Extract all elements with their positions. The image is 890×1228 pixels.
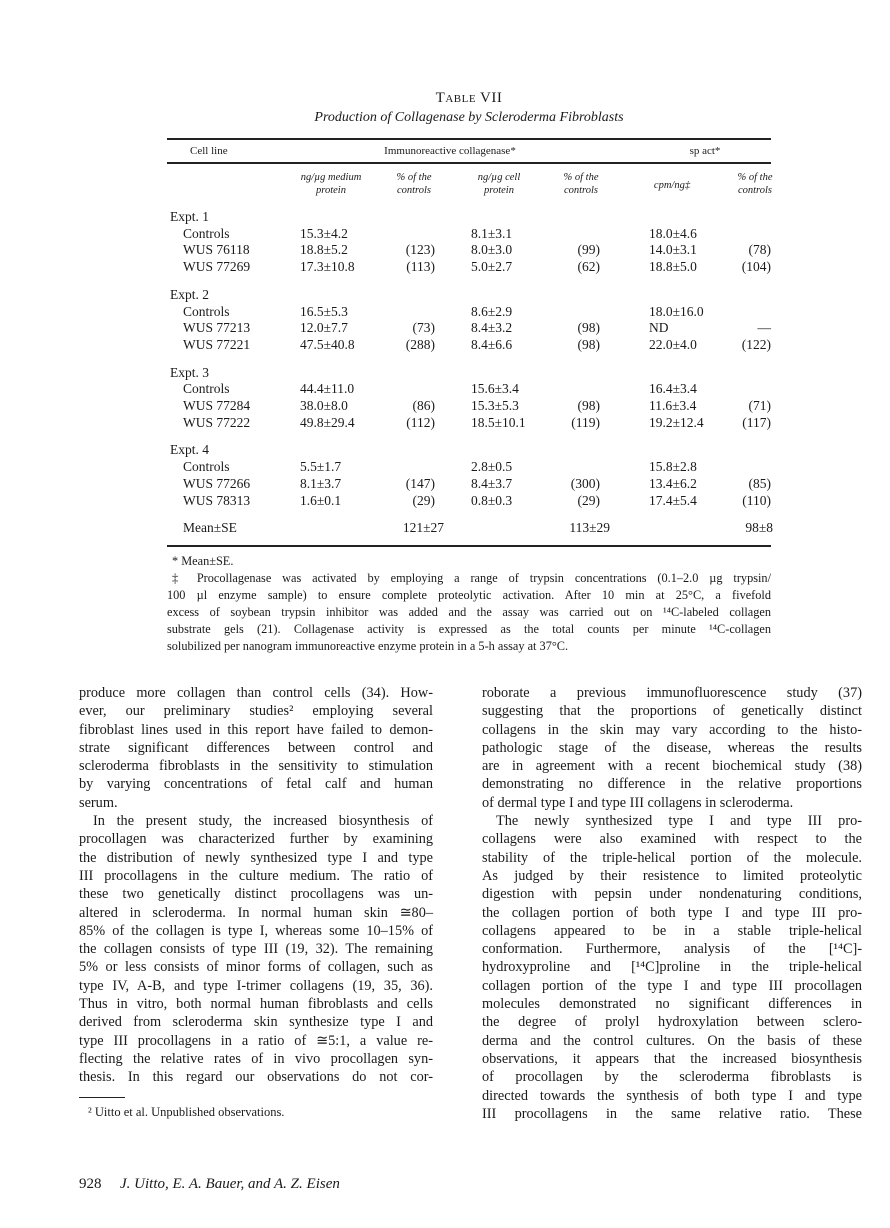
experiment-label: Expt. 4 <box>170 442 209 458</box>
text-line: serum. <box>79 794 118 811</box>
medium-protein: 12.0±7.7 <box>300 320 348 336</box>
sp-act-cpm: 13.4±6.2 <box>649 475 697 491</box>
text-line: III procollagens in the same relative ratio. These <box>482 1105 862 1122</box>
text-line: the degree of prolyl hydroxylation between sclero- <box>482 1014 862 1031</box>
cell-pct-controls: (98) <box>577 398 600 413</box>
text-line: collagens appeared to be in a stable triple-helical <box>482 922 862 939</box>
sp-act-pct-controls: (78) <box>748 242 771 258</box>
table-top-rule <box>167 138 771 140</box>
medium-pct-controls: (29) <box>412 492 435 508</box>
body-right-column <box>482 684 862 1123</box>
column-subheader <box>654 179 690 192</box>
mean-sp-pct: 98±8 <box>745 520 773 535</box>
header-cell-line: Cell line <box>190 145 228 157</box>
text-line: The newly synthesized type I and type III pro- <box>496 813 862 830</box>
medium-protein: 38.0±8.0 <box>300 398 348 413</box>
cell-pct-controls: (62) <box>577 259 600 275</box>
medium-pct-controls: (147) <box>405 475 435 491</box>
text-line: are in agreement with a recent biochemical study (38) <box>482 758 862 775</box>
text-line: observations, it appears that the increased biosynthesis <box>482 1050 862 1067</box>
sp-act-cpm: 18.0±4.6 <box>649 225 697 241</box>
text-line: Thus in vitro, both normal human fibroblasts and cells <box>79 996 433 1013</box>
column-subheader <box>397 171 432 197</box>
paragraph <box>482 684 862 812</box>
sp-act-pct-controls: (117) <box>742 414 771 430</box>
subheader-line: % of the <box>563 172 599 183</box>
text-line: produce more collagen than control cells (34). How- <box>79 685 433 701</box>
text-line: by varying concentrations of fetal calf and human <box>79 776 433 793</box>
text-line: the collagen portion of both type I and type III pro- <box>482 904 862 921</box>
sp-act-cpm: 16.4±3.4 <box>649 381 697 397</box>
text-line: 85% of the collagen is type I, whereas some 10–15% of <box>79 922 433 939</box>
cell-line: WUS 76118 <box>183 242 250 258</box>
text-line: roborate a previous immunofluorescence study (37) <box>482 685 862 701</box>
text-line: thesis. In this regard our observations do not cor- <box>79 1069 433 1086</box>
column-subheader <box>478 171 521 197</box>
text-line: procollagen was characterized further by examining <box>79 831 433 848</box>
text-line: digestion with pepsin under nondenaturing conditions, <box>482 886 862 903</box>
sp-act-cpm: 15.8±2.8 <box>649 459 697 475</box>
text-line: the collagen consists of type III (19, 32). The remaining <box>79 941 433 958</box>
text-line: of procollagen by the scleroderma fibroblasts is <box>482 1069 862 1086</box>
subheader-line: controls <box>737 185 773 196</box>
cell-line: WUS 77269 <box>183 259 251 275</box>
page-number: 928 <box>79 1176 102 1192</box>
text-line: type IV, A-B, and type I-trimer collagens (19, 35, 36). <box>79 977 433 994</box>
cell-protein: 8.1±3.1 <box>471 225 513 241</box>
text-line: derived from scleroderma skin synthesize type I and <box>79 1014 433 1031</box>
text-line: hydroxyproline and [¹⁴C]proline in the triple-helical <box>482 959 862 976</box>
text-line: type III procollagens in a ratio of ≅5:1, a value re- <box>79 1032 433 1049</box>
cell-protein: 8.4±6.6 <box>471 336 513 352</box>
column-subheader <box>564 171 599 197</box>
text-line: fibroblast lines used in this report have failed to demon- <box>79 721 433 738</box>
sp-act-pct-controls: — <box>757 320 771 336</box>
cell-pct-controls: (29) <box>577 492 600 508</box>
page-footnote: ² Uitto et al. Unpublished observations. <box>88 1105 285 1119</box>
cell-line: WUS 77221 <box>183 336 251 352</box>
experiment-label: Expt. 3 <box>170 364 209 380</box>
sp-act-pct-controls: (104) <box>741 259 771 275</box>
medium-protein: 44.4±11.0 <box>300 381 355 397</box>
sp-act-cpm: 22.0±4.0 <box>649 336 697 352</box>
paragraph <box>79 812 433 1086</box>
medium-pct-controls: (86) <box>412 398 435 413</box>
sp-act-pct-controls: (122) <box>741 336 771 352</box>
text-line: conformation. Furthermore, analysis of the [¹⁴C]- <box>482 941 862 958</box>
table-footnote-line: solubilized per nanogram immunoreactive enzyme protein in a 5-h assay at 37°C. <box>167 639 569 653</box>
cell-line: Controls <box>183 225 230 241</box>
experiment-label: Expt. 1 <box>170 209 209 224</box>
sp-act-cpm: 18.8±5.0 <box>649 259 697 275</box>
cell-protein: 8.4±3.7 <box>471 475 513 491</box>
text-line: strate significant differences between control and <box>79 739 433 756</box>
table-footnote-line: 100 µl enzyme sample) to ensure complete proteolytic activation. After 10 min at 25°C, a fivefold <box>167 588 771 602</box>
medium-protein: 16.5±5.3 <box>300 303 348 319</box>
cell-protein: 0.8±0.3 <box>471 492 513 508</box>
table-footnote-line: substrate gels (21). Collagenase activity is expressed as the total counts per minute ¹⁴C-collagen <box>167 622 771 636</box>
mean-se-label: Mean±SE <box>183 520 237 535</box>
column-subheader <box>738 171 773 197</box>
text-line: the distribution of newly synthesized type I and type <box>79 849 433 866</box>
text-line: III procollagens in the culture medium. The ratio of <box>79 867 433 884</box>
sp-act-cpm: 19.2±12.4 <box>649 414 704 430</box>
medium-pct-controls: (113) <box>406 259 435 275</box>
text-line: collagens in the skin may vary according to the histo- <box>482 721 862 738</box>
text-line: derma and the control cultures. On the basis of these <box>482 1032 862 1049</box>
medium-protein: 8.1±3.7 <box>300 475 342 491</box>
cell-line: WUS 77266 <box>183 475 251 491</box>
paragraph <box>79 684 433 812</box>
text-line: of dermal type I and type III collagens in scleroderma. <box>482 794 794 811</box>
text-line: ever, our preliminary studies² employing several <box>79 703 433 720</box>
medium-protein: 1.6±0.1 <box>300 492 342 508</box>
cell-protein: 2.8±0.5 <box>471 459 513 475</box>
text-line: flecting the relative rates of in vivo procollagen syn- <box>79 1050 433 1067</box>
cell-protein: 18.5±10.1 <box>471 414 526 430</box>
header-immunoreactive-collagenase: Immunoreactive collagenase* <box>384 145 516 157</box>
cell-protein: 8.6±2.9 <box>471 303 513 319</box>
cell-protein: 8.4±3.2 <box>471 320 513 336</box>
sp-act-cpm: 11.6±3.4 <box>649 398 697 413</box>
text-line: 5% or less consists of minor forms of collagen, such as <box>79 959 433 976</box>
cell-line: WUS 78313 <box>183 492 251 508</box>
subheader-line: % of the <box>396 172 432 183</box>
subheader-line: ng/µg cell <box>477 172 521 183</box>
text-line: pathologic stage of the disease, whereas the results <box>482 739 862 756</box>
medium-protein: 18.8±5.2 <box>300 242 348 258</box>
subheader-line: % of the <box>737 172 773 183</box>
medium-protein: 47.5±40.8 <box>300 336 355 352</box>
medium-protein: 17.3±10.8 <box>300 259 355 275</box>
footnote-rule <box>79 1097 125 1098</box>
mean-medium-pct: 121±27 <box>402 520 444 535</box>
text-line: collagens were also examined with respect to the <box>482 831 862 848</box>
cell-line: Controls <box>183 303 230 319</box>
medium-protein: 5.5±1.7 <box>300 459 342 475</box>
table-subtitle: Production of Collagenase by Scleroderma Fibroblasts <box>314 110 624 125</box>
body-left-column <box>79 684 433 1087</box>
sp-act-pct-controls: (85) <box>748 475 771 491</box>
cell-protein: 15.6±3.4 <box>471 381 519 397</box>
sp-act-cpm: ND <box>649 320 669 336</box>
subheader-line: ng/µg medium <box>300 172 362 183</box>
text-line: these two genetically distinct procollagens was un- <box>79 886 433 903</box>
text-line: suggesting that the proportions of genetically distinct <box>482 703 862 720</box>
text-line: molecules demonstrated no significant differences in <box>482 996 862 1013</box>
cell-protein: 5.0±2.7 <box>471 259 513 275</box>
medium-pct-controls: (288) <box>405 336 435 352</box>
subheader-line: protein <box>484 185 514 196</box>
subheader-line: controls <box>563 185 599 196</box>
cell-line: WUS 77222 <box>183 414 251 430</box>
text-line: In the present study, the increased biosynthesis of <box>93 813 433 830</box>
subheader-line: protein <box>316 185 346 196</box>
cell-line: Controls <box>183 459 230 475</box>
paragraph <box>482 812 862 1123</box>
table-title: Table VII <box>435 90 503 106</box>
medium-protein: 49.8±29.4 <box>300 414 355 430</box>
cell-pct-controls: (119) <box>571 414 600 430</box>
medium-pct-controls: (112) <box>406 414 435 430</box>
mean-cell-pct: 113±29 <box>569 520 610 535</box>
column-subheader <box>301 171 362 197</box>
text-line: stability of the triple-helical portion of the molecule. <box>482 849 862 866</box>
cell-line: Controls <box>183 381 230 397</box>
sp-act-cpm: 18.0±16.0 <box>649 303 704 319</box>
cell-protein: 8.0±3.0 <box>471 242 513 258</box>
cell-pct-controls: (99) <box>577 242 600 258</box>
medium-pct-controls: (73) <box>412 320 435 336</box>
text-line: collagen portion of the type I and type III procollagen <box>482 977 862 994</box>
subheader-line: cpm/ng‡ <box>653 180 691 191</box>
cell-pct-controls: (98) <box>577 320 600 336</box>
medium-pct-controls: (123) <box>405 242 435 258</box>
text-line: As judged by their resistence to limited proteolytic <box>482 867 862 884</box>
table-footnote-line: excess of soybean trypsin inhibitor was added and the assay was carried out on ¹⁴C-labeled collagen <box>167 605 771 619</box>
sp-act-pct-controls: (110) <box>742 492 771 508</box>
header-sp-act: sp act* <box>689 145 721 157</box>
cell-pct-controls: (300) <box>570 475 600 491</box>
text-line: directed towards the synthesis of both type I and type <box>482 1087 862 1104</box>
cell-pct-controls: (98) <box>577 336 600 352</box>
sp-act-cpm: 14.0±3.1 <box>649 242 697 258</box>
sp-act-cpm: 17.4±5.4 <box>649 492 697 508</box>
subheader-line: controls <box>396 185 432 196</box>
experiment-label: Expt. 2 <box>170 286 209 302</box>
text-line: altered in scleroderma. In normal human skin ≅80– <box>79 904 433 921</box>
cell-line: WUS 77213 <box>183 320 251 336</box>
table-footnote-line: * Mean±SE. <box>172 554 234 568</box>
text-line: scleroderma fibroblasts in the sensitivity to stimulation <box>79 758 433 775</box>
running-footer-authors: J. Uitto, E. A. Bauer, and A. Z. Eisen <box>120 1176 340 1192</box>
sp-act-pct-controls: (71) <box>748 398 771 413</box>
cell-protein: 15.3±5.3 <box>471 398 519 413</box>
table-bottom-rule <box>167 545 771 547</box>
text-line: demonstrating no difference in the relative proportions <box>482 776 862 793</box>
table-footnotes <box>167 553 771 655</box>
medium-protein: 15.3±4.2 <box>300 225 348 241</box>
table-header-rule <box>167 162 771 164</box>
cell-line: WUS 77284 <box>183 398 251 413</box>
table-footnote-line: ‡ Procollagenase was activated by employing a range of trypsin concentrations (0.1–2.0 µg trypsin/ <box>172 571 771 585</box>
